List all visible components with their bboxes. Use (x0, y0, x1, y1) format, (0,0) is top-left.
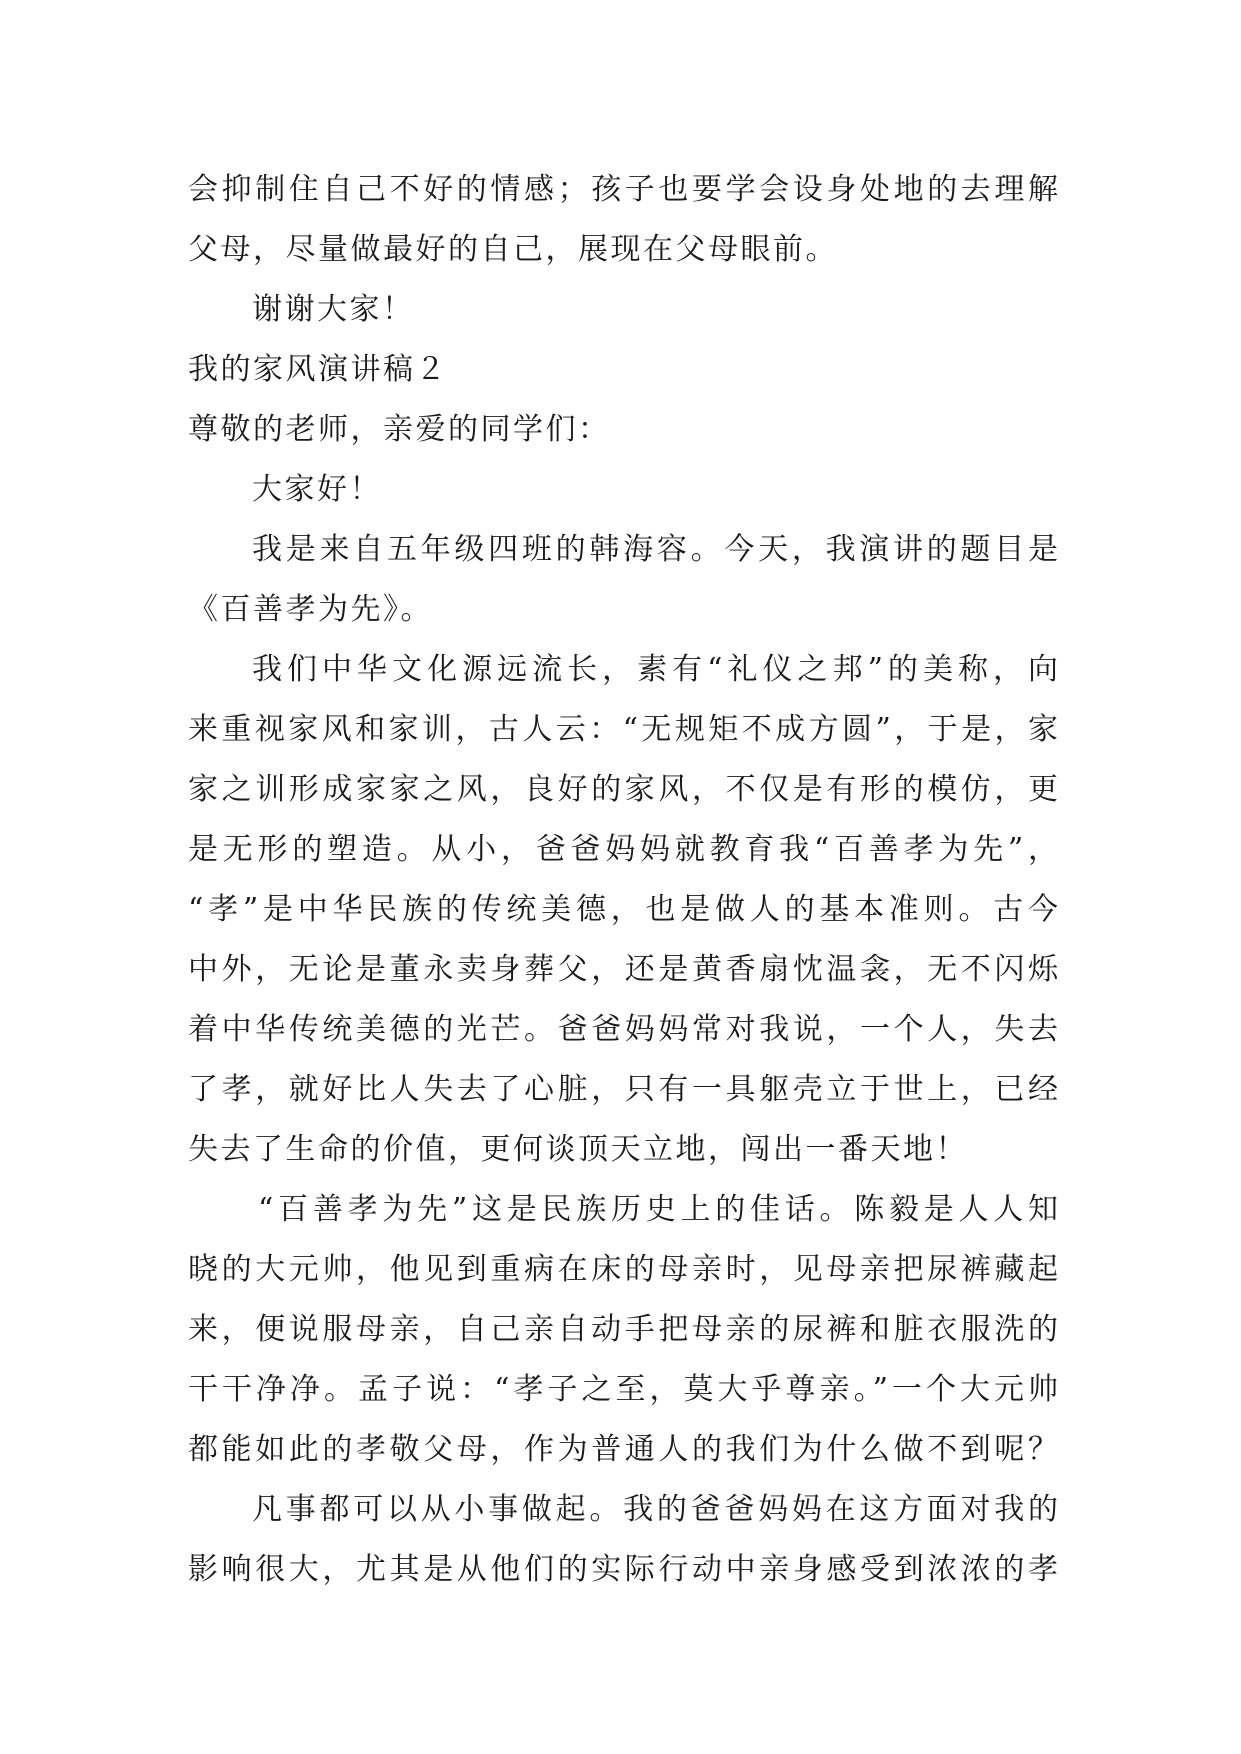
paragraph-line: 我是来自五年级四班的韩海容。今天，我演讲的题目是 (252, 532, 1058, 567)
paragraph-line: 失去了生命的价值，更何谈顶天立地，闯出一番天地！ (188, 1132, 968, 1167)
paragraph-line: 来重视家风和家训，古人云：“无规矩不成方圆”，于是，家 (188, 712, 1058, 747)
paragraph-line: 是无形的塑造。从小，爸爸妈妈就教育我“百善孝为先”， (188, 832, 1058, 867)
closing-thanks: 谢谢大家！ (252, 292, 415, 327)
document-body (188, 160, 1058, 1600)
paragraph-line: 家之训形成家家之风，良好的家风，不仅是有形的模仿，更 (188, 772, 1058, 807)
salutation: 尊敬的老师，亲爱的同学们： (188, 412, 611, 447)
paragraph-line: 中外，无论是董永卖身葬父，还是黄香扇忱温衾，无不闪烁 (188, 952, 1058, 987)
greeting: 大家好！ (252, 472, 382, 507)
paragraph-line: 《百善孝为先》。 (188, 592, 433, 627)
paragraph-line: 影响很大，尤其是从他们的实际行动中亲身感受到浓浓的孝 (188, 1552, 1058, 1587)
paragraph-line: 我们中华文化源远流长，素有“礼仪之邦”的美称，向 (252, 652, 1058, 687)
paragraph-line: 来，便说服母亲，自己亲自动手把母亲的尿裤和脏衣服洗的 (188, 1312, 1058, 1347)
section-title: 我的家风演讲稿２ (188, 352, 448, 387)
paragraph-line: 会抑制住自己不好的情感；孩子也要学会设身处地的去理解 (188, 172, 1058, 207)
paragraph-line: 凡事都可以从小事做起。我的爸爸妈妈在这方面对我的 (252, 1492, 1058, 1527)
paragraph-line: 都能如此的孝敬父母，作为普通人的我们为什么做不到呢？ (188, 1432, 1058, 1467)
paragraph-line: 晓的大元帅，他见到重病在床的母亲时，见母亲把尿裤藏起 (188, 1252, 1058, 1287)
paragraph-line: “孝”是中华民族的传统美德，也是做人的基本准则。古今 (188, 892, 1058, 927)
paragraph-line: 着中华传统美德的光芒。爸爸妈妈常对我说，一个人，失去 (188, 1012, 1058, 1047)
paragraph-line: 父母，尽量做最好的自己，展现在父母眼前。 (188, 232, 838, 267)
paragraph-line: 了孝，就好比人失去了心脏，只有一具躯壳立于世上，已经 (188, 1072, 1058, 1107)
paragraph-line: “百善孝为先”这是民族历史上的佳话。陈毅是人人知 (258, 1192, 1058, 1227)
paragraph-line: 干干净净。孟子说：“孝子之至，莫大乎尊亲。”一个大元帅 (188, 1372, 1058, 1407)
